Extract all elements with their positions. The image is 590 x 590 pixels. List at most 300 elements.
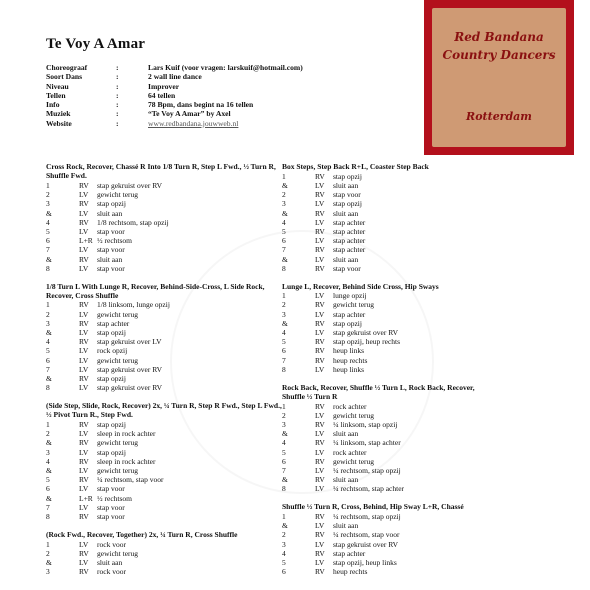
step-row xyxy=(282,236,482,245)
step-row xyxy=(46,218,282,227)
info-label: Tellen xyxy=(46,90,66,100)
step-row xyxy=(46,558,282,567)
count: 4 xyxy=(282,328,286,338)
foot: LV xyxy=(315,309,325,319)
foot: LV xyxy=(79,364,89,374)
action: heup rechts xyxy=(333,355,368,365)
foot: RV xyxy=(315,530,325,540)
foot: LV xyxy=(315,180,325,190)
step-row xyxy=(282,291,482,300)
action: stap gekruist over RV xyxy=(97,383,163,393)
info-value: “Te Voy A Amar” by Axel xyxy=(148,109,231,119)
info-label: Niveau xyxy=(46,81,69,91)
action: stap voor xyxy=(333,190,361,200)
foot: LV xyxy=(315,410,325,420)
action: stap achter xyxy=(333,548,366,558)
foot: LV xyxy=(315,328,325,338)
count: 3 xyxy=(282,309,286,319)
step-row xyxy=(282,300,482,309)
action: stap voor xyxy=(333,263,361,273)
count: 1 xyxy=(46,180,50,190)
action: sluit aan xyxy=(333,475,359,485)
step-row xyxy=(46,374,282,383)
count: 1 xyxy=(46,300,50,310)
foot: RV xyxy=(79,180,89,190)
count: 3 xyxy=(282,199,286,209)
foot: LV xyxy=(315,484,325,494)
info-row xyxy=(46,72,303,81)
section-heading: (Rock Fwd., Recover, Together) 2x, ¼ Turn R, Cross Shuffle xyxy=(46,529,238,539)
section-heading: Box Steps, Step Back R+L, Coaster Step Back xyxy=(282,162,429,171)
count: 2 xyxy=(282,410,286,420)
foot: RV xyxy=(315,190,325,200)
step-row xyxy=(282,365,482,374)
foot: RV xyxy=(315,401,325,411)
count: & xyxy=(46,374,52,384)
logo-bandana-panel xyxy=(432,8,566,147)
action: stap achter xyxy=(333,226,366,236)
step-row xyxy=(282,245,482,254)
action: ¼ rechtsom, stap opzij xyxy=(333,511,401,521)
count: 3 xyxy=(46,567,50,577)
step-row xyxy=(282,218,482,227)
step-row xyxy=(282,448,482,457)
step-row xyxy=(282,457,482,466)
foot: RV xyxy=(315,567,325,577)
website-link[interactable]: www.redbandana.jouwweb.nl xyxy=(148,118,239,128)
foot: LV xyxy=(315,217,325,227)
foot: RV xyxy=(315,456,325,466)
action: ¼ linksom, stap opzij xyxy=(333,419,398,429)
info-label: Choreograaf xyxy=(46,63,88,72)
step-row xyxy=(282,199,482,208)
info-row xyxy=(46,109,303,118)
step-row xyxy=(282,540,482,549)
foot: RV xyxy=(315,300,325,310)
step-row xyxy=(282,356,482,365)
step-row xyxy=(282,521,482,530)
step-row xyxy=(46,236,282,245)
action: rock achter xyxy=(333,401,367,411)
action: stap opzij xyxy=(97,328,126,338)
action: 1/8 linksom, lunge opzij xyxy=(97,300,170,310)
action: heup rechts xyxy=(333,567,368,577)
action: stap opzij xyxy=(97,374,126,384)
step-row xyxy=(46,549,282,558)
foot: LV xyxy=(79,539,89,549)
info-row xyxy=(46,91,303,100)
step-row xyxy=(282,567,482,576)
count: 8 xyxy=(46,512,50,521)
info-row xyxy=(46,82,303,91)
action: sluit aan xyxy=(97,557,123,567)
action: sluit aan xyxy=(97,254,123,264)
section-heading: 1/8 Turn L With Lunge R, Recover, Behind-Side-Cross, L Side Rock, Recover, Cross Shuffle xyxy=(46,281,265,300)
step-row xyxy=(46,448,282,457)
step-row xyxy=(46,512,282,521)
step-row xyxy=(282,512,482,521)
count: 7 xyxy=(46,245,50,255)
foot: RV xyxy=(315,245,325,255)
action: rock achter xyxy=(333,447,367,457)
foot: RV xyxy=(79,300,89,310)
count: & xyxy=(282,180,288,190)
action: lunge opzij xyxy=(333,291,367,301)
action: gewicht terug xyxy=(333,456,375,466)
action: heup links xyxy=(333,364,365,374)
count: 4 xyxy=(46,456,50,466)
count: 7 xyxy=(46,364,50,374)
info-row xyxy=(46,119,303,128)
count: 5 xyxy=(282,226,286,236)
foot: LV xyxy=(315,199,325,209)
foot: RV xyxy=(315,511,325,521)
step-row xyxy=(46,255,282,264)
foot: LV xyxy=(79,429,89,439)
info-separator: : xyxy=(116,90,119,100)
count: 6 xyxy=(282,567,286,577)
action: stap opzij xyxy=(333,318,362,328)
step-row xyxy=(282,181,482,190)
foot: LV xyxy=(79,263,89,273)
count: & xyxy=(282,521,288,531)
action: gewicht terug xyxy=(333,300,375,310)
foot: RV xyxy=(315,318,325,328)
count: 8 xyxy=(282,484,286,494)
foot: LV xyxy=(79,346,89,356)
foot: RV xyxy=(79,512,89,521)
count: & xyxy=(46,493,52,503)
action: stap gekruist over RV xyxy=(333,328,399,338)
count: 3 xyxy=(282,539,286,549)
foot: L+R xyxy=(79,493,93,503)
info-row xyxy=(46,100,303,109)
step-row xyxy=(46,429,282,438)
foot: RV xyxy=(315,475,325,485)
count: 3 xyxy=(282,419,286,429)
foot: RV xyxy=(79,475,89,485)
count: 7 xyxy=(282,355,286,365)
foot: LV xyxy=(79,245,89,255)
step-row xyxy=(46,383,282,392)
action: sluit aan xyxy=(97,208,123,218)
step-row xyxy=(46,457,282,466)
count: 8 xyxy=(282,364,286,374)
action: gewicht terug xyxy=(97,190,139,200)
count: 4 xyxy=(282,217,286,227)
action: stap voor xyxy=(97,484,125,494)
count: 1 xyxy=(46,419,50,429)
info-row xyxy=(46,63,303,72)
count: 3 xyxy=(46,318,50,328)
step-row xyxy=(282,420,482,429)
info-label: Info xyxy=(46,100,60,110)
count: 1 xyxy=(282,401,286,411)
section-heading: Shuffle ½ Turn R, Cross, Behind, Hip Sway L+R, Chassé xyxy=(282,502,464,512)
action: gewicht terug xyxy=(97,465,139,475)
page-title: Te Voy A Amar xyxy=(46,36,146,52)
step-section xyxy=(46,530,282,577)
step-row xyxy=(282,411,482,420)
logo-line-1: Red Bandana xyxy=(454,30,544,44)
step-row xyxy=(282,484,482,493)
club-logo xyxy=(424,0,574,155)
count: 1 xyxy=(282,171,286,181)
step-row xyxy=(282,558,482,567)
action: sleep in rock achter xyxy=(97,429,156,439)
foot: LV xyxy=(79,383,89,393)
foot: RV xyxy=(315,226,325,236)
info-separator: : xyxy=(116,72,119,82)
logo-line-3: Rotterdam xyxy=(466,110,532,123)
count: 4 xyxy=(46,337,50,347)
step-row xyxy=(282,255,482,264)
step-row xyxy=(282,227,482,236)
steps-right-column xyxy=(282,162,482,585)
info-separator: : xyxy=(116,81,119,91)
step-row xyxy=(282,530,482,539)
count: 2 xyxy=(46,548,50,558)
action: gewicht terug xyxy=(97,309,139,319)
count: 3 xyxy=(46,199,50,209)
action: rock voor xyxy=(97,539,126,549)
count: 6 xyxy=(282,456,286,466)
foot: RV xyxy=(79,318,89,328)
action: stap voor xyxy=(97,512,125,521)
step-row xyxy=(46,199,282,208)
count: 1 xyxy=(46,539,50,549)
foot: LV xyxy=(315,254,325,264)
action: stap opzij xyxy=(333,171,362,181)
step-row xyxy=(46,319,282,328)
logo-line-2: Country Dancers xyxy=(442,48,556,62)
foot: RV xyxy=(315,419,325,429)
step-row xyxy=(282,337,482,346)
info-separator: : xyxy=(116,63,119,72)
step-row xyxy=(282,438,482,447)
count: 5 xyxy=(282,557,286,567)
action: stap voor xyxy=(97,245,125,255)
step-section xyxy=(46,282,282,393)
count: & xyxy=(46,254,52,264)
foot: LV xyxy=(315,429,325,439)
action: rock opzij xyxy=(97,346,128,356)
foot: RV xyxy=(79,438,89,448)
action: stap opzij xyxy=(97,199,126,209)
foot: LV xyxy=(315,447,325,457)
section-heading: Lunge L, Recover, Behind Side Cross, Hip Sways xyxy=(282,281,439,291)
info-value: Improver xyxy=(148,81,180,91)
action: ¼ rechtsom, stap achter xyxy=(333,484,405,494)
foot: RV xyxy=(79,548,89,558)
count: & xyxy=(46,465,52,475)
dance-info xyxy=(46,63,303,128)
step-row xyxy=(46,264,282,273)
step-row xyxy=(282,549,482,558)
step-row xyxy=(282,328,482,337)
foot: RV xyxy=(79,254,89,264)
count: 5 xyxy=(46,346,50,356)
action: sluit aan xyxy=(333,429,359,439)
action: sluit aan xyxy=(333,254,359,264)
foot: LV xyxy=(315,521,325,531)
action: stap gekruist over RV xyxy=(97,180,163,190)
foot: RV xyxy=(79,199,89,209)
count: & xyxy=(282,254,288,264)
foot: LV xyxy=(79,465,89,475)
foot: RV xyxy=(79,567,89,577)
step-row xyxy=(46,567,282,576)
foot: RV xyxy=(79,419,89,429)
count: 6 xyxy=(282,236,286,246)
step-row xyxy=(282,172,482,181)
step-section xyxy=(282,383,482,494)
steps-left-column xyxy=(46,162,282,585)
step-row xyxy=(282,429,482,438)
step-row xyxy=(282,310,482,319)
step-row xyxy=(46,484,282,493)
foot: RV xyxy=(315,337,325,347)
count: 2 xyxy=(282,190,286,200)
action: stap opzij xyxy=(97,447,126,457)
step-row xyxy=(282,209,482,218)
action: ¼ rechtsom, stap opzij xyxy=(333,465,401,475)
action: stap gekruist over RV xyxy=(97,364,163,374)
foot: RV xyxy=(315,208,325,218)
step-row xyxy=(46,190,282,199)
info-separator: : xyxy=(116,100,119,110)
action: stap achter xyxy=(97,318,130,328)
step-row xyxy=(282,190,482,199)
count: 8 xyxy=(282,263,286,273)
foot: LV xyxy=(315,291,325,301)
count: 2 xyxy=(46,429,50,439)
action: stap voor xyxy=(97,502,125,512)
step-row xyxy=(282,264,482,273)
step-section xyxy=(282,162,482,273)
foot: LV xyxy=(79,208,89,218)
count: 4 xyxy=(282,548,286,558)
info-value: Lars Kuif (voor vragen: larskuif@hotmail.com) xyxy=(148,63,303,72)
step-row xyxy=(46,227,282,236)
step-section xyxy=(282,502,482,576)
action: ¼ rechtsom, stap voor xyxy=(333,530,400,540)
action: gewicht terug xyxy=(97,548,139,558)
count: 6 xyxy=(46,484,50,494)
step-row xyxy=(46,466,282,475)
action: stap achter xyxy=(333,309,366,319)
foot: RV xyxy=(315,438,325,448)
foot: RV xyxy=(315,346,325,356)
count: & xyxy=(282,475,288,485)
foot: LV xyxy=(315,236,325,246)
step-row xyxy=(282,319,482,328)
foot: LV xyxy=(315,465,325,475)
section-heading: Cross Rock, Recover, Chassé R Into 1/8 Turn R, Step L Fwd., ½ Turn R, Shuffle Fwd. xyxy=(46,162,276,181)
info-label: Muziek xyxy=(46,109,71,119)
step-row xyxy=(282,346,482,355)
action: gewicht terug xyxy=(97,438,139,448)
step-row xyxy=(46,337,282,346)
count: 2 xyxy=(46,190,50,200)
foot: LV xyxy=(79,557,89,567)
action: gewicht terug xyxy=(97,355,139,365)
count: 6 xyxy=(46,355,50,365)
step-row xyxy=(46,438,282,447)
count: 5 xyxy=(46,475,50,485)
action: heup links xyxy=(333,346,365,356)
step-section xyxy=(46,401,282,521)
foot: LV xyxy=(79,502,89,512)
count: 8 xyxy=(46,383,50,393)
action: gewicht terug xyxy=(333,410,375,420)
count: 4 xyxy=(282,438,286,448)
action: sleep in rock achter xyxy=(97,456,156,466)
foot: LV xyxy=(79,190,89,200)
step-row xyxy=(46,328,282,337)
step-row xyxy=(46,475,282,484)
action: ¼ rechtsom, stap voor xyxy=(97,475,164,485)
step-row xyxy=(46,356,282,365)
count: 2 xyxy=(46,309,50,319)
info-label: Soort Dans xyxy=(46,72,83,82)
action: sluit aan xyxy=(333,180,359,190)
action: ¼ linksom, stap achter xyxy=(333,438,401,448)
action: ½ rechtsom xyxy=(97,493,132,503)
action: rock voor xyxy=(97,567,126,577)
action: stap achter xyxy=(333,217,366,227)
count: & xyxy=(46,438,52,448)
step-row xyxy=(282,402,482,411)
action: stap voor xyxy=(97,226,125,236)
count: 5 xyxy=(282,337,286,347)
count: 7 xyxy=(282,465,286,475)
action: stap opzij, heup links xyxy=(333,557,397,567)
step-row xyxy=(46,245,282,254)
foot: LV xyxy=(79,226,89,236)
count: 1 xyxy=(282,291,286,301)
step-row xyxy=(46,365,282,374)
count: & xyxy=(282,318,288,328)
count: 7 xyxy=(46,502,50,512)
step-section xyxy=(282,282,482,375)
action: ½ rechtsom xyxy=(97,236,132,246)
foot: RV xyxy=(315,548,325,558)
action: sluit aan xyxy=(333,208,359,218)
foot: RV xyxy=(79,374,89,384)
step-row xyxy=(282,466,482,475)
action: stap opzij xyxy=(333,199,362,209)
action: stap gekruist over LV xyxy=(97,337,162,347)
action: stap achter xyxy=(333,236,366,246)
info-label: Website xyxy=(46,118,72,128)
count: 5 xyxy=(46,226,50,236)
count: 2 xyxy=(282,300,286,310)
count: 4 xyxy=(46,217,50,227)
action: stap opzij xyxy=(97,419,126,429)
info-separator: : xyxy=(116,109,119,119)
info-separator: : xyxy=(116,118,119,128)
foot: RV xyxy=(315,171,325,181)
count: 3 xyxy=(46,447,50,457)
action: stap voor xyxy=(97,263,125,273)
step-row xyxy=(46,346,282,355)
foot: L+R xyxy=(79,236,93,246)
count: 2 xyxy=(282,530,286,540)
step-row xyxy=(46,300,282,309)
foot: LV xyxy=(315,557,325,567)
info-value: 2 wall line dance xyxy=(148,72,202,82)
